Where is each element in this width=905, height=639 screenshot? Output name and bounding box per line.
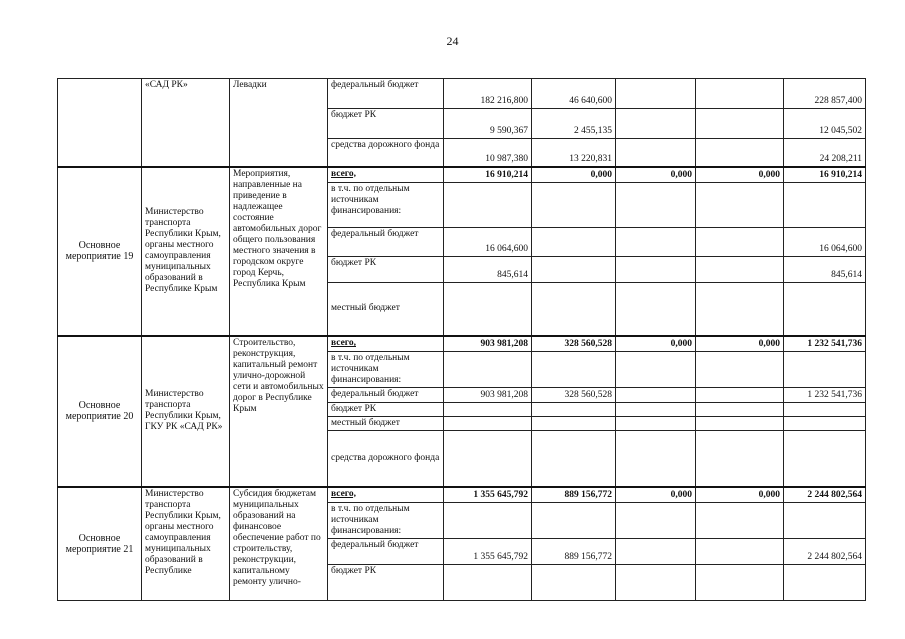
value-cell: 889 156,772 [532,487,616,503]
value-cell [616,564,696,600]
table-row [58,167,866,183]
source-cell: бюджет РК [328,109,444,139]
value-cell [616,182,696,227]
value-cell: 0,000 [532,167,616,183]
value-cell: 16 910,214 [784,167,866,183]
value-cell [532,417,616,431]
value-cell: 903 981,208 [444,388,532,403]
value-cell [784,352,866,388]
value-cell: 12 045,502 [784,109,866,139]
value-cell [784,403,866,417]
value-cell [616,139,696,167]
value-cell [532,256,616,282]
executor-cell: Министерство транспорта Республики Крым, органы местного самоуправления муниципальных образований в Республике Крым [142,167,230,337]
value-cell: 889 156,772 [532,538,616,564]
value-cell: 903 981,208 [444,336,532,352]
value-cell [784,182,866,227]
value-cell [784,564,866,600]
value-cell [616,256,696,282]
page-number: 24 [446,34,459,48]
value-cell: 1 355 645,792 [444,487,532,503]
value-cell [444,403,532,417]
event-cell: Основное мероприятие 21 [58,487,142,601]
value-cell [532,227,616,256]
source-cell: всего, [328,487,444,503]
event-cell: Основное мероприятие 20 [58,336,142,487]
event-cell [58,79,142,167]
value-cell [696,403,784,417]
value-cell: 16 064,600 [444,227,532,256]
executor-cell: Министерство транспорта Республики Крым, ГКУ РК «САД РК» [142,336,230,487]
value-cell [696,182,784,227]
value-cell [696,417,784,431]
value-cell: 0,000 [696,336,784,352]
value-cell [696,227,784,256]
value-cell: 0,000 [616,336,696,352]
value-cell [444,182,532,227]
value-cell: 13 220,831 [532,139,616,167]
value-cell: 16 910,214 [444,167,532,183]
value-cell [616,388,696,403]
value-cell: 1 355 645,792 [444,538,532,564]
source-cell: средства дорожного фонда [328,431,444,487]
value-cell [696,352,784,388]
value-cell [784,417,866,431]
source-cell: местный бюджет [328,417,444,431]
value-cell [444,352,532,388]
value-cell [696,139,784,167]
value-cell [616,227,696,256]
value-cell [696,109,784,139]
value-cell [696,282,784,336]
value-cell: 1 232 541,736 [784,336,866,352]
value-cell [616,109,696,139]
source-cell: бюджет РК [328,564,444,600]
value-cell [616,79,696,109]
value-cell: 10 987,380 [444,139,532,167]
value-cell [444,502,532,538]
value-cell: 845,614 [784,256,866,282]
executor-cell: «САД РК» [142,79,230,167]
source-cell: федеральный бюджет [328,538,444,564]
source-cell: федеральный бюджет [328,388,444,403]
description-cell: Левадки [230,79,328,167]
value-cell [532,352,616,388]
value-cell [532,403,616,417]
value-cell [444,282,532,336]
value-cell [696,564,784,600]
table-row [58,336,866,352]
description-cell: Мероприятия, направленные на приведение в надлежащее состояние автомобильных дорог общего пользования местного значения в городском округе город Керчь, Республика Крым [230,167,328,337]
value-cell [696,502,784,538]
value-cell: 0,000 [616,167,696,183]
value-cell [532,182,616,227]
source-cell: в т.ч. по отдельным источникам финансирования: [328,352,444,388]
source-cell: всего, [328,336,444,352]
table-row [58,487,866,503]
value-cell: 328 560,528 [532,388,616,403]
value-cell [532,564,616,600]
financing-table [57,78,866,601]
source-cell: федеральный бюджет [328,79,444,109]
source-cell: в т.ч. по отдельным источникам финансирования: [328,502,444,538]
value-cell: 2 244 802,564 [784,538,866,564]
value-cell [696,431,784,487]
value-cell: 9 590,367 [444,109,532,139]
value-cell [616,417,696,431]
description-cell: Строительство, реконструкция, капитальный ремонт улично-дорожной сети и автомобильных дорог в Республике Крым [230,336,328,487]
value-cell [616,538,696,564]
value-cell: 0,000 [616,487,696,503]
value-cell: 182 216,800 [444,79,532,109]
value-cell: 0,000 [696,167,784,183]
source-cell: всего, [328,167,444,183]
value-cell [696,256,784,282]
value-cell: 2 455,135 [532,109,616,139]
value-cell [696,538,784,564]
value-cell: 24 208,211 [784,139,866,167]
value-cell [616,403,696,417]
value-cell: 328 560,528 [532,336,616,352]
value-cell [532,431,616,487]
source-cell: средства дорожного фонда [328,139,444,167]
value-cell [784,502,866,538]
value-cell [616,352,696,388]
value-cell [444,431,532,487]
value-cell: 845,614 [444,256,532,282]
table-row [58,79,866,109]
value-cell: 16 064,600 [784,227,866,256]
value-cell [444,417,532,431]
value-cell [696,388,784,403]
value-cell [444,564,532,600]
value-cell [532,502,616,538]
source-cell: бюджет РК [328,403,444,417]
value-cell: 2 244 802,564 [784,487,866,503]
value-cell: 0,000 [696,487,784,503]
source-cell: в т.ч. по отдельным источникам финансирования: [328,182,444,227]
value-cell: 228 857,400 [784,79,866,109]
value-cell: 1 232 541,736 [784,388,866,403]
value-cell [532,282,616,336]
description-cell: Субсидия бюджетам муниципальных образований на финансовое обеспечение работ по строительству, реконструкции, капитальному ремонту улично- [230,487,328,601]
executor-cell: Министерство транспорта Республики Крым, органы местного самоуправления муниципальных образований в Республике [142,487,230,601]
value-cell [784,431,866,487]
value-cell [696,79,784,109]
source-cell: местный бюджет [328,282,444,336]
source-cell: бюджет РК [328,256,444,282]
source-cell: федеральный бюджет [328,227,444,256]
value-cell [616,502,696,538]
value-cell [616,431,696,487]
event-cell: Основное мероприятие 19 [58,167,142,337]
value-cell: 46 640,600 [532,79,616,109]
value-cell [616,282,696,336]
value-cell [784,282,866,336]
